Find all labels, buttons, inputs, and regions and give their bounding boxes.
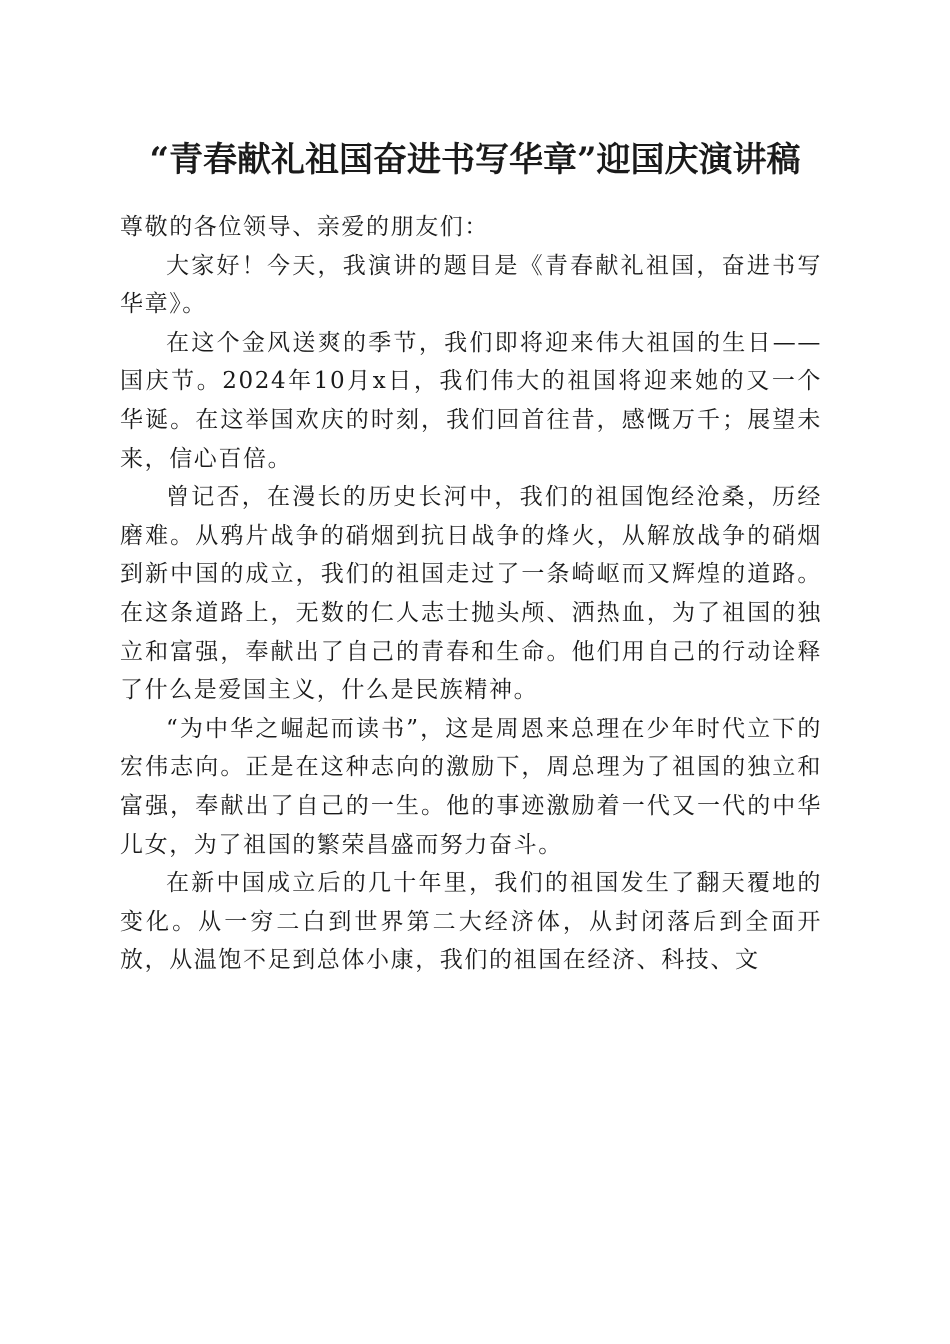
paragraph-greeting: 大家好！今天，我演讲的题目是《青春献礼祖国，奋进书写华章》。 <box>120 252 822 318</box>
page-title: “青春献礼祖国奋进书写华章”迎国庆演讲稿 <box>149 140 801 180</box>
paragraph-national-day: 在这个金风送爽的季节，我们即将迎来伟大祖国的生日——国庆节。2024年10月x日，我们伟大的祖国将迎来她的又一个华诞。在这举国欢庆的时刻，我们回首往昔，感慨万千；展望未来，信心百倍。 <box>120 329 822 472</box>
salutation: 尊敬的各位领导、亲爱的朋友们： <box>120 214 489 240</box>
paragraph-history: 曾记否，在漫长的历史长河中，我们的祖国饱经沧桑，历经磨难。从鸦片战争的硝烟到抗日战争的烽火，从解放战争的硝烟到新中国的成立，我们的祖国走过了一条崎岖而又辉煌的道路。在这条道路上，无数的仁人志士抛头颅、洒热血，为了祖国的独立和富强，奉献出了自己的青春和生命。他们用自己的行动诠释了什么是爱国主义，什么是民族精神。 <box>120 484 822 704</box>
paragraph-zhou-enlai: “为中华之崛起而读书”，这是周恩来总理在少年时代立下的宏伟志向。正是在这种志向的激励下，周总理为了祖国的独立和富强，奉献出了自己的一生。他的事迹激励着一代又一代的中华儿女，为了祖国的繁荣昌盛而努力奋斗。 <box>120 715 822 858</box>
document-body <box>120 208 822 980</box>
paragraph-new-china: 在新中国成立后的几十年里，我们的祖国发生了翻天覆地的变化。从一穷二白到世界第二大经济体，从封闭落后到全面开放，从温饱不足到总体小康，我们的祖国在经济、科技、文 <box>120 870 822 974</box>
